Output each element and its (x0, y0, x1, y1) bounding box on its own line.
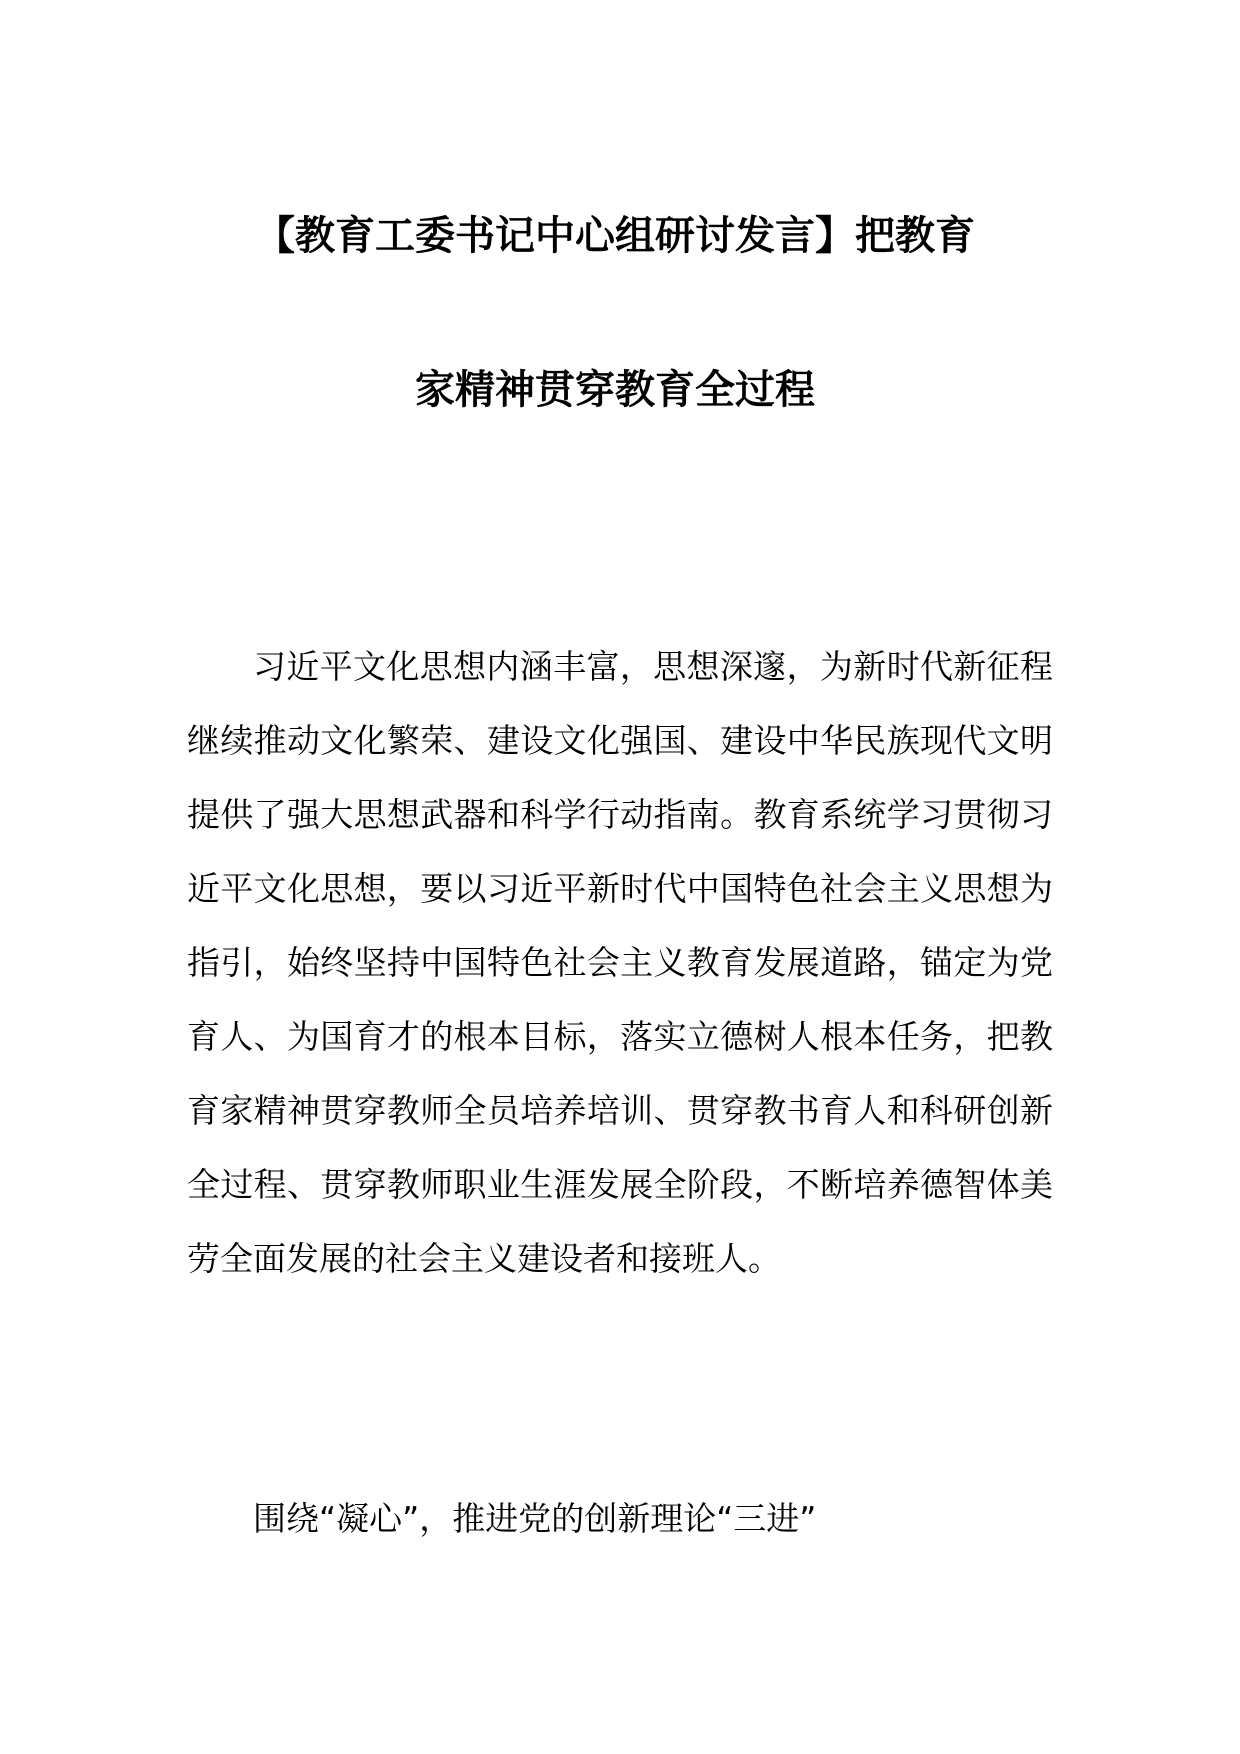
title-line-1: 【教育工委书记中心组研讨发言】把教育 (255, 213, 975, 259)
section-heading: 围绕“凝心”，推进党的创新理论“三进” (253, 1499, 817, 1538)
body-paragraph: 习近平文化思想内涵丰富，思想深邃，为新时代新征程继续推动文化繁荣、建设文化强国、建设中华民族现代文明提供了强大思想武器和科学行动指南。教育系统学习贯彻习近平文化思想，要以习近平新时代中国特色社会主义思想为指引，始终坚持中国特色社会主义教育发展道路，锚定为党育人、为国育才的根本目标，落实立德树人根本任务，把教育家精神贯穿教师全员培养培训、贯穿教书育人和科研创新全过程、贯穿教师职业生涯发展全阶段，不断培养德智体美劳全面发展的社会主义建设者和接班人。 (187, 647, 1053, 1278)
title-line-2: 家精神贯穿教育全过程 (415, 367, 815, 413)
